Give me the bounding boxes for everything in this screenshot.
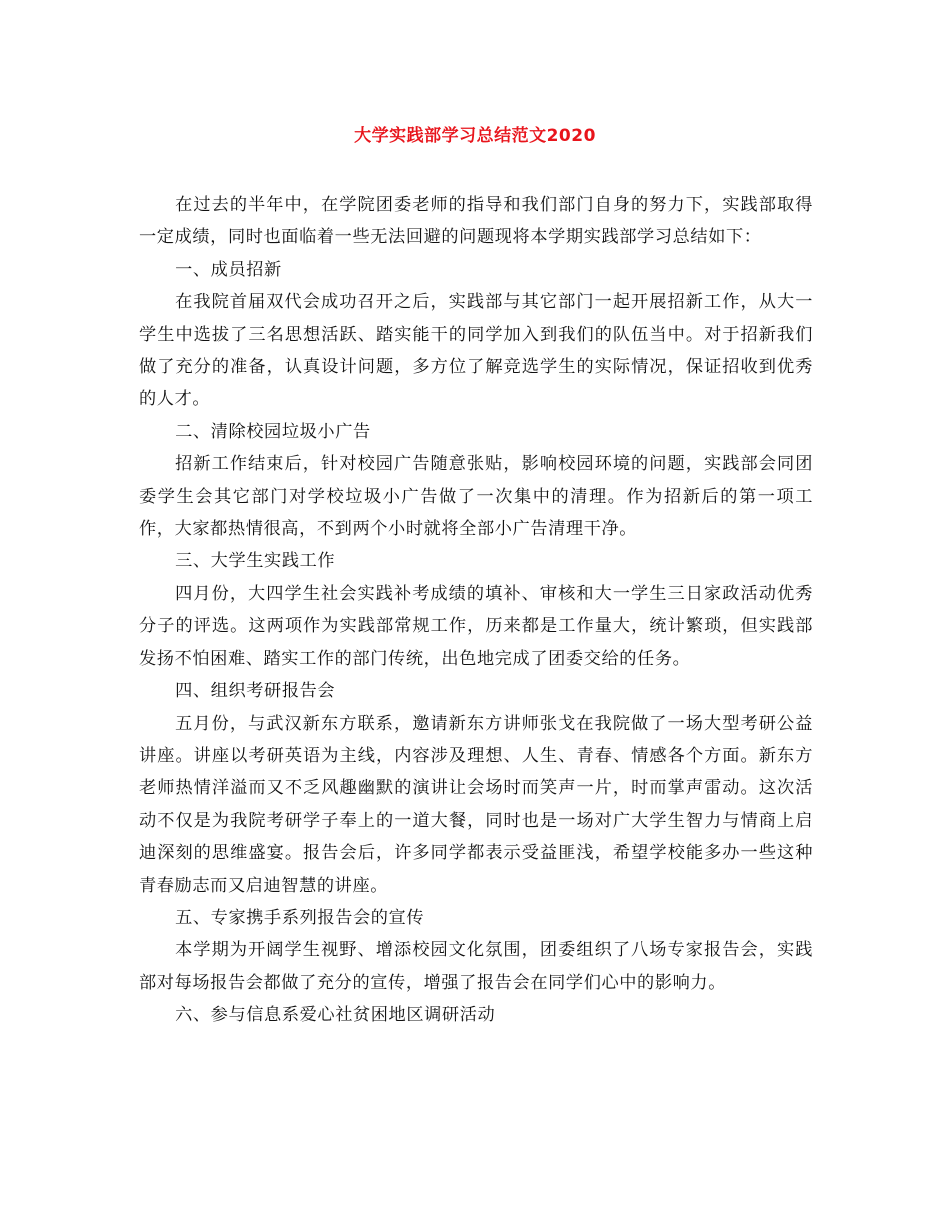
paragraph-3: 四月份，大四学生社会实践补考成绩的填补、审核和大一学生三日家政活动优秀分子的评选。这两项作为实践部常规工作，历来都是工作量大，统计繁琐，但实践部发扬不怕困难、踏实工作的部门传统，出色地完成了团委交给的任务。 <box>139 583 813 669</box>
section-heading-4: 四、组织考研报告会 <box>175 681 336 702</box>
paragraph-5: 本学期为开阔学生视野、增添校园文化氛围，团委组织了八场专家报告会，实践部对每场报告会都做了充分的宣传，增强了报告会在同学们心中的影响力。 <box>139 940 813 993</box>
paragraph-2: 招新工作结束后，针对校园广告随意张贴，影响校园环境的问题，实践部会同团委学生会其它部门对学校垃圾小广告做了一次集中的清理。作为招新后的第一项工作，大家都热情很高，不到两个小时就将全部小广告清理干净。 <box>139 454 813 540</box>
section-heading-6: 六、参与信息系爱心社贫困地区调研活动 <box>175 1005 496 1026</box>
section-heading-5: 五、专家携手系列报告会的宣传 <box>175 907 425 928</box>
paragraph-1: 在我院首届双代会成功召开之后，实践部与其它部门一起开展招新工作，从大一学生中选拔了三名思想活跃、踏实能干的同学加入到我们的队伍当中。对于招新我们做了充分的准备，认真设计问题，多方位了解竞选学生的实际情况，保证招收到优秀的人才。 <box>139 292 813 410</box>
document-body <box>139 189 813 1032</box>
section-heading-3: 三、大学生实践工作 <box>175 551 336 572</box>
paragraph-4: 五月份，与武汉新东方联系，邀请新东方讲师张戈在我院做了一场大型考研公益讲座。讲座以考研英语为主线，内容涉及理想、人生、青春、情感各个方面。新东方老师热情洋溢而又不乏风趣幽默的演讲让会场时而笑声一片，时而掌声雷动。这次活动不仅是为我院考研学子奉上的一道大餐，同时也是一场对广大学生智力与情商上启迪深刻的思维盛宴。报告会后，许多同学都表示受益匪浅，希望学校能多办一些这种青春励志而又启迪智慧的讲座。 <box>139 713 813 896</box>
paragraph-intro: 在过去的半年中，在学院团委老师的指导和我们部门自身的努力下，实践部取得一定成绩，同时也面临着一些无法回避的问题现将本学期实践部学习总结如下： <box>139 195 813 248</box>
section-heading-2: 二、清除校园垃圾小广告 <box>175 421 371 442</box>
section-heading-1: 一、成员招新 <box>175 259 282 280</box>
document-title: 大学实践部学习总结范文2020 <box>354 126 596 146</box>
